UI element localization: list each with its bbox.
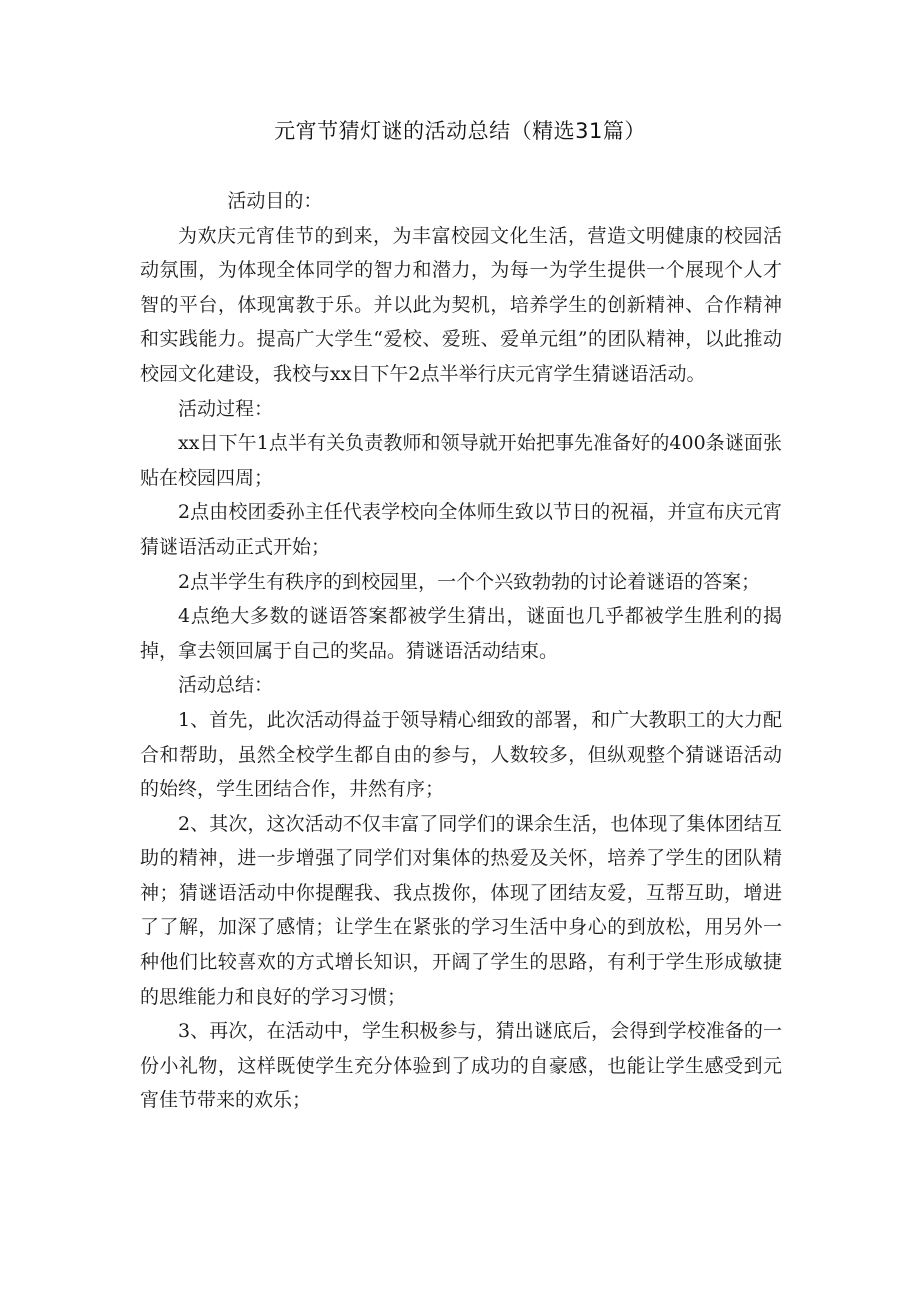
- paragraph: 2、其次，这次活动不仅丰富了同学们的课余生活，也体现了集体团结互助的精神，进一步增强了同学们对集体的热爱及关怀，培养了学生的团队精神；猜谜语活动中你提醒我、我点拨你，体现了团结友爱，互帮互助，增进了了解，加深了感情；让学生在紧张的学习生活中身心的到放松，用另外一种他们比较喜欢的方式增长知识，开阔了学生的思路，有利于学生形成敏捷的思维能力和良好的学习习惯；: [140, 812, 782, 1008]
- paragraph: 4点绝大多数的谜语答案都被学生猜出，谜面也几乎都被学生胜利的揭掉，拿去领回属于自己的奖品。猜谜语活动结束。: [140, 605, 782, 662]
- paragraph: 3、再次，在活动中，学生积极参与，猜出谜底后，会得到学校准备的一份小礼物，这样既使学生充分体验到了成功的自豪感，也能让学生感受到元宵佳节带来的欢乐；: [140, 1020, 782, 1112]
- paragraph-summary-heading: 活动总结：: [178, 674, 274, 697]
- document-body: [140, 184, 782, 1118]
- document-title: 元宵节猜灯谜的活动总结（精选31篇）: [274, 119, 646, 143]
- paragraph: 为欢庆元宵佳节的到来，为丰富校园文化生活，营造文明健康的校园活动氛围，为体现全体同学的智力和潜力，为每一为学生提供一个展现个人才智的平台，体现寓教于乐。并以此为契机，培养学生的创新精神、合作精神和实践能力。提高广大学生“爱校、爱班、爱单元组”的团队精神，以此推动校园文化建设，我校与xx日下午2点半举行庆元宵学生猜谜语活动。: [140, 224, 782, 385]
- paragraph-purpose-heading: 活动目的：: [227, 190, 323, 212]
- paragraph: 2点由校团委孙主任代表学校向全体师生致以节日的祝福，并宣布庆元宵猜谜语活动正式开始；: [140, 501, 782, 558]
- paragraph: 2点半学生有秩序的到校园里，一个个兴致勃勃的讨论着谜语的答案；: [178, 570, 761, 593]
- paragraph-process-heading: 活动过程：: [178, 397, 274, 420]
- paragraph: 1、首先，此次活动得益于领导精心细致的部署，和广大教职工的大力配合和帮助，虽然全校学生都自由的参与，人数较多，但纵观整个猜谜语活动的始终，学生团结合作，井然有序；: [140, 708, 782, 801]
- paragraph: xx日下午1点半有关负责教师和领导就开始把事先准备好的400条谜面张贴在校园四周；: [140, 432, 782, 489]
